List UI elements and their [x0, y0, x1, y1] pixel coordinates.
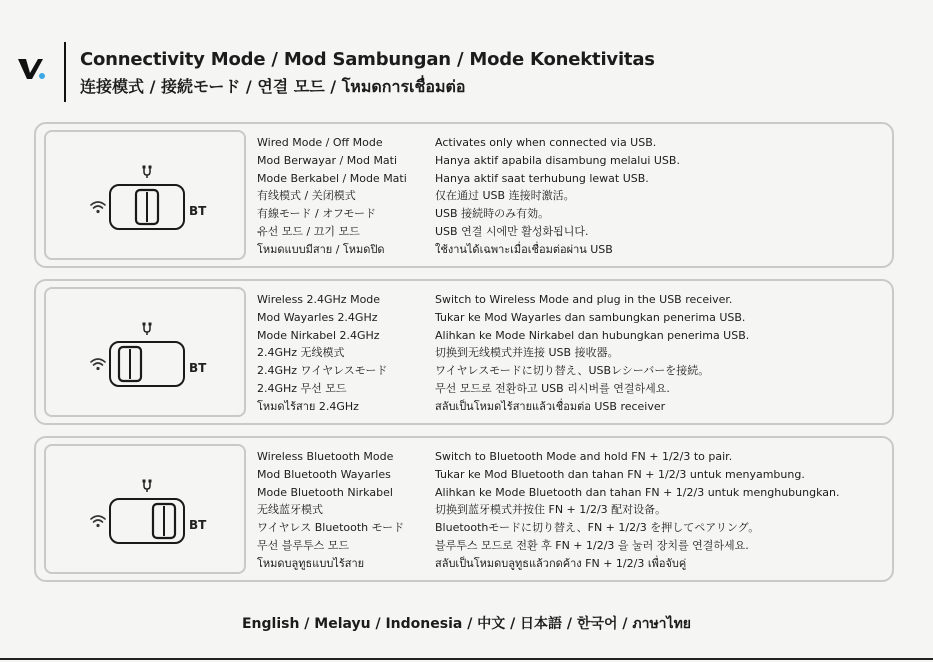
- mode-description: Tukar ke Mod Wayarles dan sambungkan penerima USB.: [435, 310, 746, 324]
- mode-switch: [109, 341, 185, 387]
- mode-description: Alihkan ke Mode Nirkabel dan hubungkan penerima USB.: [435, 328, 750, 342]
- mode-name: ワイヤレス Bluetooth モード: [257, 521, 405, 535]
- page-title: Connectivity Mode / Mod Sambungan / Mode Konektivitas: [80, 49, 655, 70]
- mode-name: Mode Berkabel / Mode Mati: [257, 171, 407, 185]
- mode-description: Tukar ke Mod Bluetooth dan tahan FN + 1/2/3 untuk menyambung.: [435, 467, 805, 481]
- mode-name: Wireless Bluetooth Mode: [257, 450, 394, 463]
- mode-name: Wired Mode / Off Mode: [257, 136, 383, 149]
- mode-name: 무선 블루투스 모드: [257, 538, 350, 552]
- mode-description: USB 接続時のみ有効。: [435, 207, 550, 221]
- mode-name: 有線モード / オフモード: [257, 207, 377, 221]
- mode-description: Bluetoothモードに切り替え、FN + 1/2/3 を押してペアリング。: [435, 521, 760, 535]
- language-list: English / Melayu / Indonesia / 中文 / 日本語 / 한국어 / ภาษาไทย: [241, 616, 692, 632]
- mode-name: Mode Bluetooth Nirkabel: [257, 485, 393, 499]
- mode-panel: [34, 122, 894, 268]
- switch-illustration-card: [44, 444, 246, 574]
- usb-icon: [140, 322, 154, 336]
- mode-name: โหมดแบบมีสาย / โหมดปิด: [257, 242, 385, 256]
- usb-icon: [140, 165, 154, 179]
- mode-name: 有线模式 / 关闭模式: [257, 189, 356, 203]
- mode-descriptions: [435, 448, 839, 573]
- mode-description: 切换到无线模式并连接 USB 接收器。: [435, 346, 619, 360]
- mode-description: 블루투스 모드로 전환 후 FN + 1/2/3 을 눌러 장치를 연결하세요.: [435, 538, 749, 552]
- mode-description: 무선 모드로 전환하고 USB 리시버를 연결하세요.: [435, 381, 670, 395]
- mode-panel: [34, 279, 894, 425]
- mode-description: Hanya aktif apabila disambung melalui USB.: [435, 153, 680, 167]
- mode-switch: [109, 498, 185, 544]
- mode-description: Activates only when connected via USB.: [435, 136, 657, 149]
- mode-panel: [34, 436, 894, 582]
- mode-names: [257, 291, 387, 416]
- wifi-icon: [90, 357, 106, 371]
- mode-description: ワイヤレスモードに切り替え、USBレシーバーを接続。: [435, 364, 710, 378]
- mode-description: 切换到蓝牙模式并按住 FN + 1/2/3 配对设备。: [435, 503, 667, 517]
- mode-name: Mod Berwayar / Mod Mati: [257, 153, 398, 167]
- mode-description: Hanya aktif saat terhubung lewat USB.: [435, 171, 649, 185]
- mode-name: Mod Bluetooth Wayarles: [257, 467, 391, 481]
- mode-description: Switch to Bluetooth Mode and hold FN + 1/2/3 to pair.: [435, 450, 733, 463]
- mode-name: 2.4GHz 무선 모드: [257, 381, 347, 395]
- mode-description: ใช้งานได้เฉพาะเมื่อเชื่อมต่อผ่าน USB: [435, 242, 613, 256]
- mode-name: Mod Wayarles 2.4GHz: [257, 310, 378, 324]
- mode-description: Alihkan ke Mode Bluetooth dan tahan FN + 1/2/3 untuk menghubungkan.: [435, 485, 840, 499]
- mode-switch: [109, 184, 185, 230]
- bluetooth-label: BT: [189, 518, 207, 532]
- switch-illustration-card: [44, 287, 246, 417]
- mode-name: โหมดบลูทูธแบบไร้สาย: [257, 556, 365, 570]
- bluetooth-label: BT: [189, 204, 207, 218]
- mode-description: USB 연결 시에만 활성화됩니다.: [435, 224, 589, 238]
- mode-descriptions: [435, 291, 749, 416]
- mode-name: 유선 모드 / 끄기 모드: [257, 224, 360, 238]
- brand-logo-icon: [16, 55, 46, 83]
- mode-name: Mode Nirkabel 2.4GHz: [257, 328, 380, 342]
- mode-names: [257, 448, 404, 573]
- mode-name: 2.4GHz ワイヤレスモード: [257, 364, 388, 378]
- bluetooth-label: BT: [189, 361, 207, 375]
- mode-name: 2.4GHz 无线模式: [257, 346, 345, 360]
- header-divider: [64, 42, 66, 102]
- mode-names: [257, 134, 407, 259]
- mode-name: 无线蓝牙模式: [257, 503, 323, 517]
- mode-description: 仅在通过 USB 连接时激活。: [435, 189, 575, 203]
- mode-name: Wireless 2.4GHz Mode: [257, 293, 381, 306]
- switch-illustration-card: [44, 130, 246, 260]
- usb-icon: [140, 479, 154, 493]
- page-subtitle: 连接模式 / 接続モード / 연결 모드 / โหมดการเชื่อมต่อ: [80, 77, 466, 96]
- mode-description: สลับเป็นโหมดบลูทูธแล้วกดค้าง FN + 1/2/3 เพื่อจับคู่: [435, 556, 687, 570]
- wifi-icon: [90, 200, 106, 214]
- wifi-icon: [90, 514, 106, 528]
- mode-description: Switch to Wireless Mode and plug in the USB receiver.: [435, 293, 733, 306]
- bottom-divider: [0, 658, 933, 660]
- mode-name: โหมดไร้สาย 2.4GHz: [257, 399, 359, 413]
- mode-descriptions: [435, 134, 680, 259]
- mode-description: สลับเป็นโหมดไร้สายแล้วเชื่อมต่อ USB receiver: [435, 399, 666, 413]
